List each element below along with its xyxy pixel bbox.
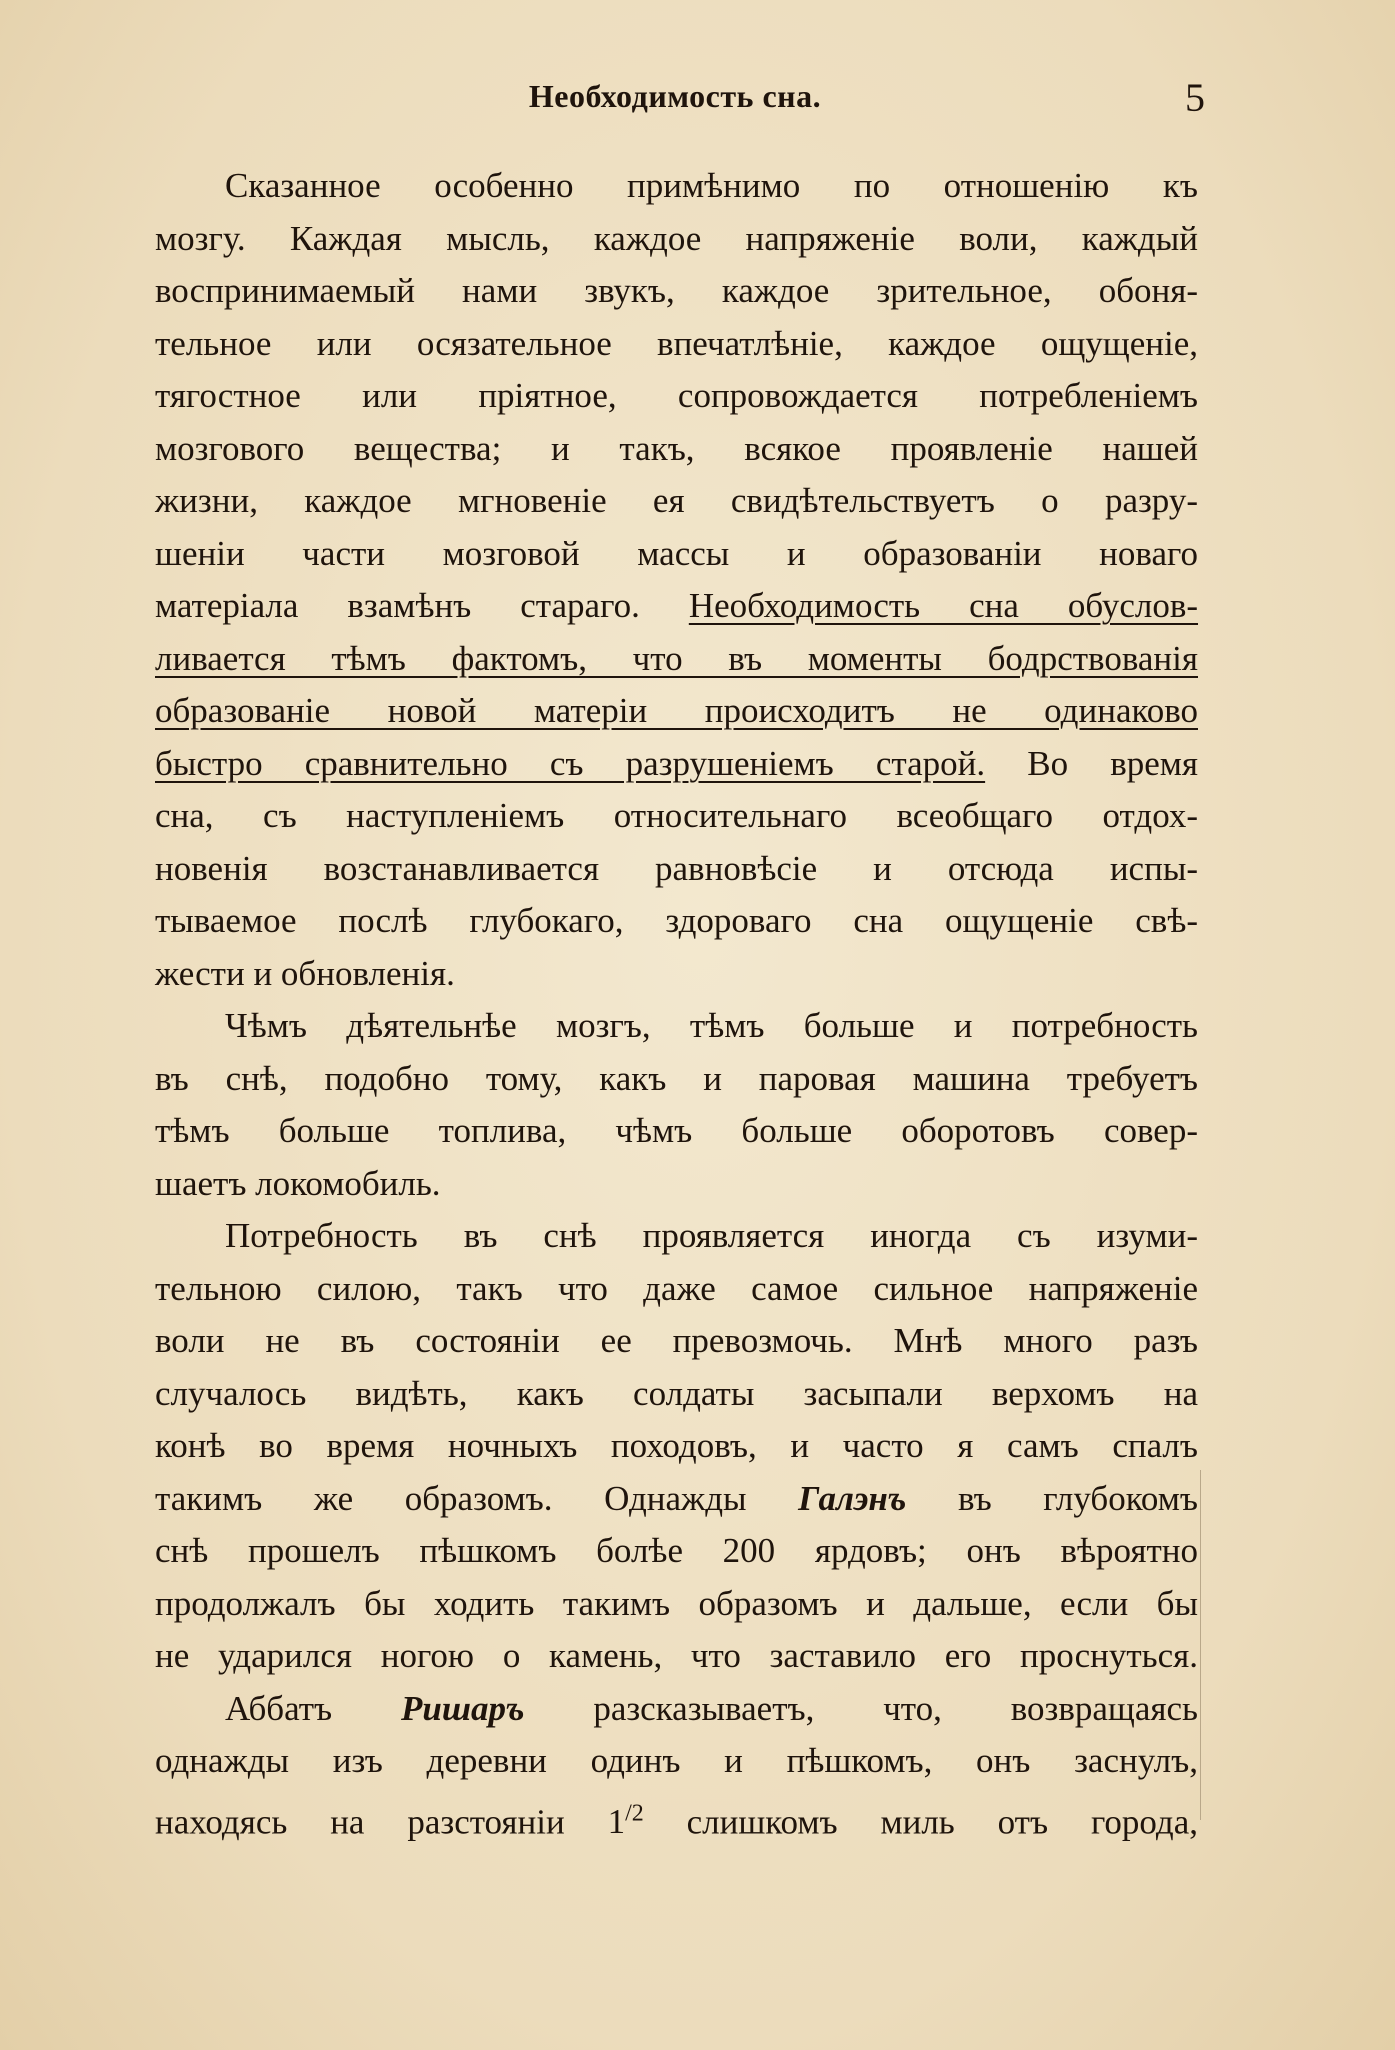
text-line: воспринимаемый нами звукъ, каждое зрительное, обоня- xyxy=(155,271,1198,310)
text-segment: въ глубокомъ xyxy=(957,1478,1199,1518)
text-line: однажды изъ деревни одинъ и пѣшкомъ, онъ заснулъ, xyxy=(155,1741,1198,1780)
text-line: тѣмъ больше топлива, чѣмъ больше оборотовъ совер- xyxy=(155,1111,1198,1150)
page-number: 5 xyxy=(1185,75,1205,120)
text-line: случалось видѣть, какъ солдаты засыпали верхомъ на xyxy=(155,1373,1198,1413)
underlined-text: Необходимость сна обуслов- xyxy=(688,586,1199,625)
text-line: мозгу. Каждая мысль, каждое напряженіе воли, каждый xyxy=(155,218,1198,258)
text-line: въ снѣ, подобно тому, какъ и паровая машина требуетъ xyxy=(155,1058,1198,1098)
text-line: Чѣмъ дѣятельнѣе мозгъ, тѣмъ больше и потребность xyxy=(225,1006,1198,1045)
text-line: воли не въ состояніи ее превозмочь. Мнѣ много разъ xyxy=(155,1321,1198,1360)
text-line xyxy=(155,738,1198,791)
text-segment: такимъ же образомъ. Однажды xyxy=(155,1478,747,1518)
text-line: жизни, каждое мгновеніе ея свидѣтельствуетъ о разру- xyxy=(155,481,1198,520)
body-text xyxy=(155,160,1198,1840)
text-line: Потребность въ снѣ проявляется иногда съ изуми- xyxy=(225,1216,1198,1255)
fraction-numerator: 1 xyxy=(607,1802,626,1842)
underlined-line: ливается тѣмъ фактомъ, что въ моменты бодрствованія xyxy=(155,638,1198,678)
text-line: не ударился ногою о камень, что заставило его проснуться. xyxy=(155,1636,1198,1675)
running-title: Необходимость сна. xyxy=(528,78,822,114)
text-line: тываемое послѣ глубокаго, здороваго сна ощущеніе свѣ- xyxy=(155,901,1198,940)
margin-rule xyxy=(1200,1470,1201,1820)
text-line: шаетъ локомобиль. xyxy=(155,1163,441,1203)
text-line: продолжалъ бы ходить такимъ образомъ и дальше, если бы xyxy=(155,1583,1198,1623)
text-line: тельное или осязательное впечатлѣніе, каждое ощущеніе, xyxy=(155,323,1198,363)
text-segment: разсказываетъ, что, возвращаясь xyxy=(593,1688,1198,1728)
fraction-denominator: /2 xyxy=(625,1800,644,1827)
text-line: тельною силою, такъ что даже самое сильное напряженіе xyxy=(155,1268,1198,1308)
text-line: жести и обновленія. xyxy=(155,953,455,993)
text-segment: слишкомъ миль отъ города, xyxy=(686,1802,1199,1842)
underlined-line: образованіе новой матеріи происходитъ не одинаково xyxy=(155,691,1198,730)
text-line: сна, съ наступленіемъ относительнаго всеобщаго отдох- xyxy=(155,796,1198,835)
text-line xyxy=(155,1473,1198,1526)
text-line: снѣ прошелъ пѣшкомъ болѣе 200 ярдовъ; онъ вѣроятно xyxy=(155,1531,1198,1570)
underlined-text: быстро сравнительно съ разрушеніемъ старой. xyxy=(155,743,986,783)
text-line: новенія возстанавливается равновѣсіе и отсюда испы- xyxy=(155,848,1198,888)
text-line xyxy=(155,580,1198,633)
running-header xyxy=(150,75,1205,128)
text-line: Сказанное особенно примѣнимо по отношенію къ xyxy=(225,166,1198,205)
fraction xyxy=(608,1802,644,1841)
text-line: мозгового вещества; и такъ, всякое проявленіе нашей xyxy=(155,428,1198,468)
text-line: шеніи части мозговой массы и образованіи новаго xyxy=(155,533,1198,573)
text-segment: матеріала взамѣнъ стараго. xyxy=(155,586,640,625)
text-line xyxy=(155,1788,1198,1841)
text-segment: Во время xyxy=(1027,743,1199,783)
italic-name: Ришаръ xyxy=(401,1688,525,1728)
italic-name: Галэнъ xyxy=(798,1478,907,1518)
text-line: конѣ во время ночныхъ походовъ, и часто я самъ спалъ xyxy=(155,1426,1198,1465)
text-line: тягостное или пріятное, сопровождается потребленіемъ xyxy=(155,376,1198,415)
text-line xyxy=(155,1683,1198,1736)
text-segment: находясь на разстояніи xyxy=(155,1802,565,1842)
text-segment: Аббатъ xyxy=(225,1688,333,1728)
